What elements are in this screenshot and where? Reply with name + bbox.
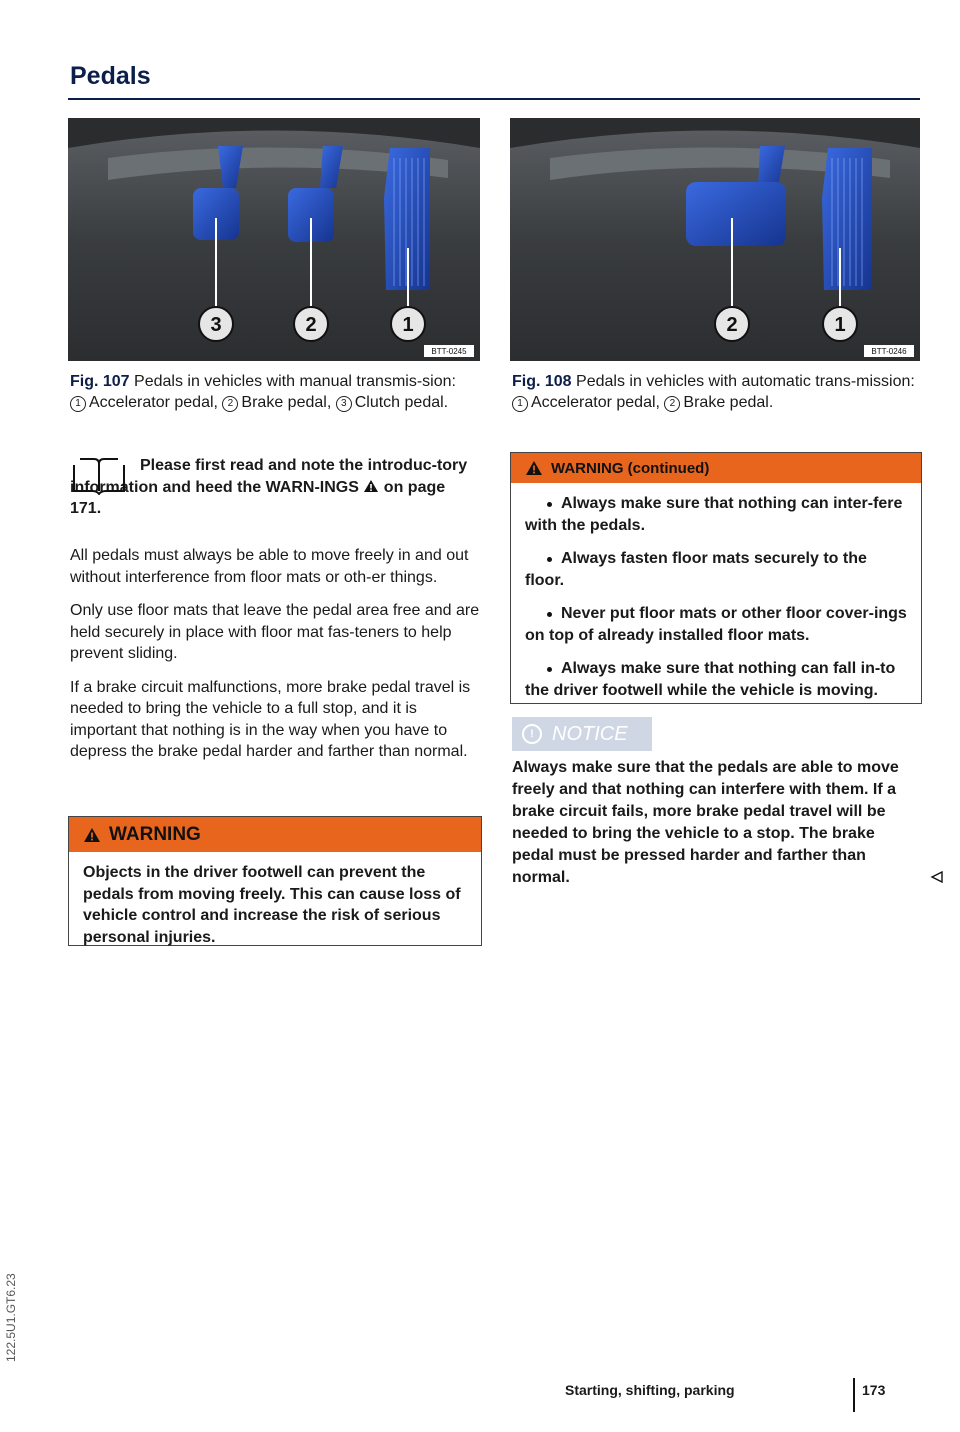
fig108-item2-text: Brake pedal. <box>683 394 774 411</box>
warning-triangle-icon <box>363 479 379 493</box>
page-title: Pedals <box>70 62 151 90</box>
fig107-callout-1: 1 <box>402 314 414 336</box>
fig107-item2-text: Brake pedal, <box>241 394 332 411</box>
body-paragraph-1: All pedals must always be able to move freely in and out without interference from floor mats or oth-er things. <box>70 547 469 586</box>
exclamation-icon: ! <box>522 724 542 744</box>
fig107-item1-text: Accelerator pedal, <box>89 394 218 411</box>
fig108-caption-text: Pedals in vehicles with automatic trans-mission: <box>576 373 915 390</box>
warning-continued-box <box>510 452 922 704</box>
fig107-callout-2: 2 <box>305 314 317 336</box>
fig107-caption-text: Pedals in vehicles with manual transmis-sion: <box>134 373 456 390</box>
warning-text: Objects in the driver footwell can prevent the pedals from moving freely. This can cause loss of vehicle control and increase the risk of serious personal injuries. <box>83 864 461 946</box>
figure-108-image <box>510 118 920 361</box>
intro-note-text: Please first read and note the introduc-tory information and heed the WARN-INGS <box>70 457 468 496</box>
side-code: 122.5U1.GT6.23 <box>4 1273 18 1362</box>
list-item: Always make sure that nothing can fall in-to the driver footwell while the vehicle is moving. <box>525 660 896 699</box>
notice-tag <box>512 717 652 751</box>
title-rule <box>68 98 920 100</box>
warning-continued-heading: WARNING (continued) <box>551 459 710 477</box>
fig107-item3-num: 3 <box>336 396 352 412</box>
footer-section: Starting, shifting, parking <box>565 1382 735 1398</box>
body-text <box>70 545 480 775</box>
warning-triangle-icon <box>83 827 101 843</box>
fig107-item1-num: 1 <box>70 396 86 412</box>
list-item: Never put floor mats or other floor cover-ings on top of already installed floor mats. <box>525 605 907 644</box>
warning-header <box>69 817 481 852</box>
list-item: Always make sure that nothing can inter-fere with the pedals. <box>525 495 903 534</box>
warning-bullets <box>511 483 921 711</box>
fig107-item3-text: Clutch pedal. <box>354 394 449 411</box>
warning-continued-header <box>511 453 921 483</box>
book-icon <box>70 457 128 495</box>
fig108-item2-num: 2 <box>664 396 680 412</box>
fig107-image-code: BTT-0245 <box>431 347 467 356</box>
figure-107-caption <box>70 371 478 413</box>
list-item: Always fasten floor mats securely to the floor. <box>525 550 867 589</box>
page-number: 173 <box>862 1382 886 1398</box>
footer-divider <box>853 1378 855 1412</box>
warning-heading: WARNING <box>109 823 201 845</box>
body-paragraph-2: Only use floor mats that leave the pedal area free and are held securely in place with floor mat fas-teners to help prevent sliding. <box>70 602 480 662</box>
fig108-item1-num: 1 <box>512 396 528 412</box>
figure-107-image <box>68 118 480 361</box>
notice-text: Always make sure that the pedals are able to move freely and that nothing can interfere with them. If a brake circuit fails, more brake pedal travel will be needed to bring the vehicle to a stop. The brake pedal must be pressed harder and farther than normal. <box>512 759 899 886</box>
intro-note-page-ref: on page 171. <box>70 478 446 517</box>
fig107-item2-num: 2 <box>222 396 238 412</box>
fig107-label: Fig. 107 <box>70 373 130 390</box>
fig108-callout-2: 2 <box>726 314 738 336</box>
fig107-callout-3: 3 <box>210 314 222 336</box>
warning-triangle-icon <box>525 460 543 476</box>
intro-note <box>70 455 478 520</box>
warning-box <box>68 816 482 946</box>
fig108-item1-text: Accelerator pedal, <box>531 394 660 411</box>
notice-heading: NOTICE <box>552 722 628 745</box>
figure-108-caption <box>512 371 920 413</box>
fig108-callout-1: 1 <box>834 314 846 336</box>
fig108-label: Fig. 108 <box>512 373 572 390</box>
body-paragraph-3: If a brake circuit malfunctions, more brake pedal travel is needed to bring the vehicle to a full stop, and it is important that nothing is in the way when you have to depress the brake pedal harder and farther than normal. <box>70 678 471 760</box>
section-end-icon <box>930 870 944 884</box>
fig108-image-code: BTT-0246 <box>871 347 907 356</box>
